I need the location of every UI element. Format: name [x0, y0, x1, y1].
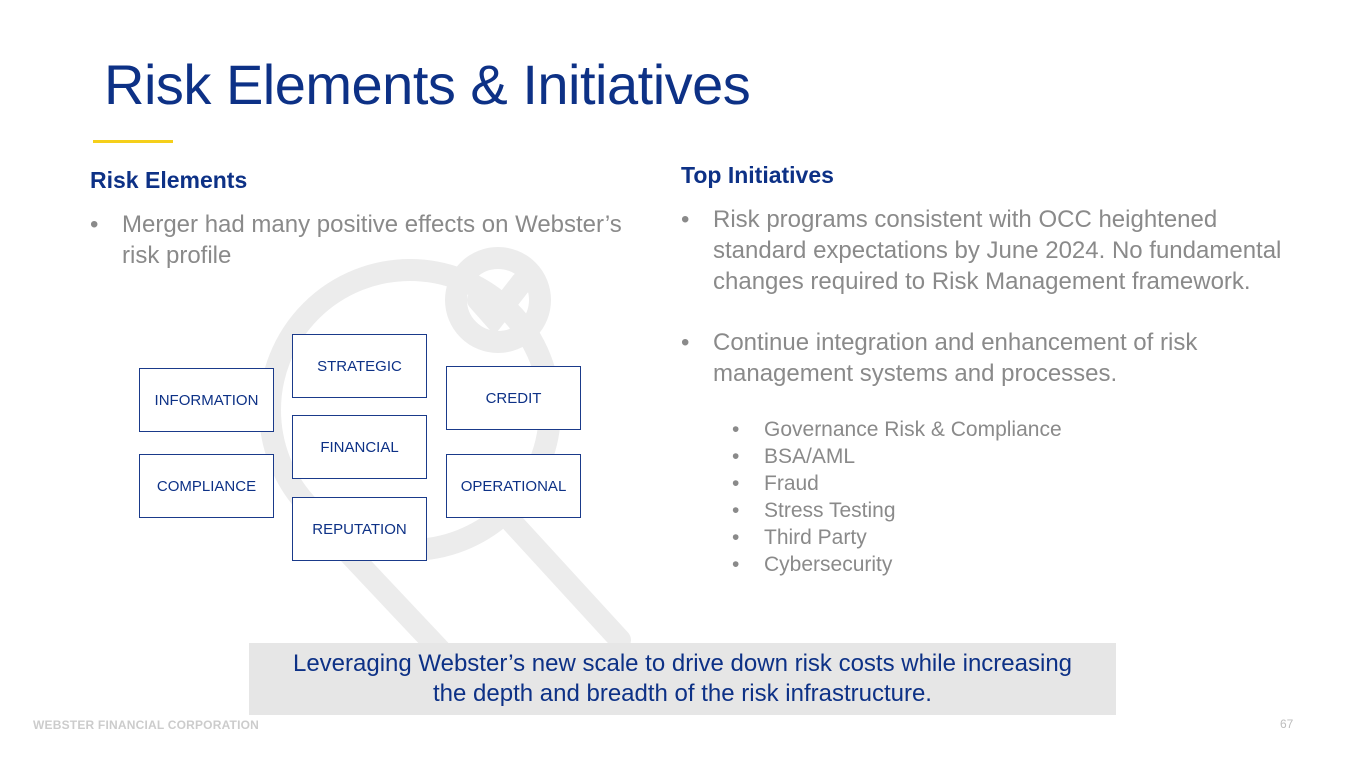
initiative-bullet-1 [681, 204, 1321, 297]
risk-box-compliance: COMPLIANCE [139, 454, 274, 518]
initiative-1-line2: standard expectations by June 2024. No fundamental [713, 237, 1282, 264]
bullet-text-line2: risk profile [122, 242, 232, 269]
top-initiatives-heading: Top Initiatives [681, 162, 834, 188]
sub-item: • Third Party [732, 526, 867, 549]
risk-box-operational: OPERATIONAL [446, 454, 581, 518]
page-title: Risk Elements & Initiatives [104, 53, 751, 116]
risk-box-financial: FINANCIAL [292, 415, 427, 479]
bullet-text-line1: Merger had many positive effects on Webster’s [122, 211, 622, 238]
sub-item: • Governance Risk & Compliance [732, 418, 1062, 441]
initiative-2-line1: Continue integration and enhancement of risk [713, 329, 1198, 356]
risk-box-reputation: REPUTATION [292, 497, 427, 561]
page-number: 67 [1280, 717, 1294, 731]
bullet-dot: • [90, 211, 99, 238]
risk-box-information: INFORMATION [139, 368, 274, 432]
risk-elements-heading: Risk Elements [90, 167, 248, 193]
bullet-dot: • [681, 206, 690, 233]
risk-elements-bullet [90, 209, 650, 271]
callout-line1: Leveraging Webster’s new scale to drive down risk costs while increasing [292, 650, 1073, 677]
initiative-1-line3: changes required to Risk Management framework. [713, 268, 1251, 295]
sub-item: • Cybersecurity [732, 553, 893, 576]
initiative-2-line2: management systems and processes. [713, 360, 1118, 387]
sub-item: • BSA/AML [732, 445, 856, 468]
footer-company-name: WEBSTER FINANCIAL CORPORATION [33, 718, 260, 732]
callout-line2: the depth and breadth of the risk infrastructure. [433, 680, 932, 707]
title-accent-line [93, 140, 173, 143]
sub-item: • Stress Testing [732, 499, 896, 522]
key-message-callout [249, 643, 1116, 715]
risk-box-strategic: STRATEGIC [292, 334, 427, 398]
initiative-1-line1: Risk programs consistent with OCC heightened [713, 206, 1218, 233]
sub-item: • Fraud [732, 472, 819, 495]
risk-box-credit: CREDIT [446, 366, 581, 430]
initiative-bullet-2 [681, 327, 1321, 389]
bullet-dot: • [681, 329, 690, 356]
